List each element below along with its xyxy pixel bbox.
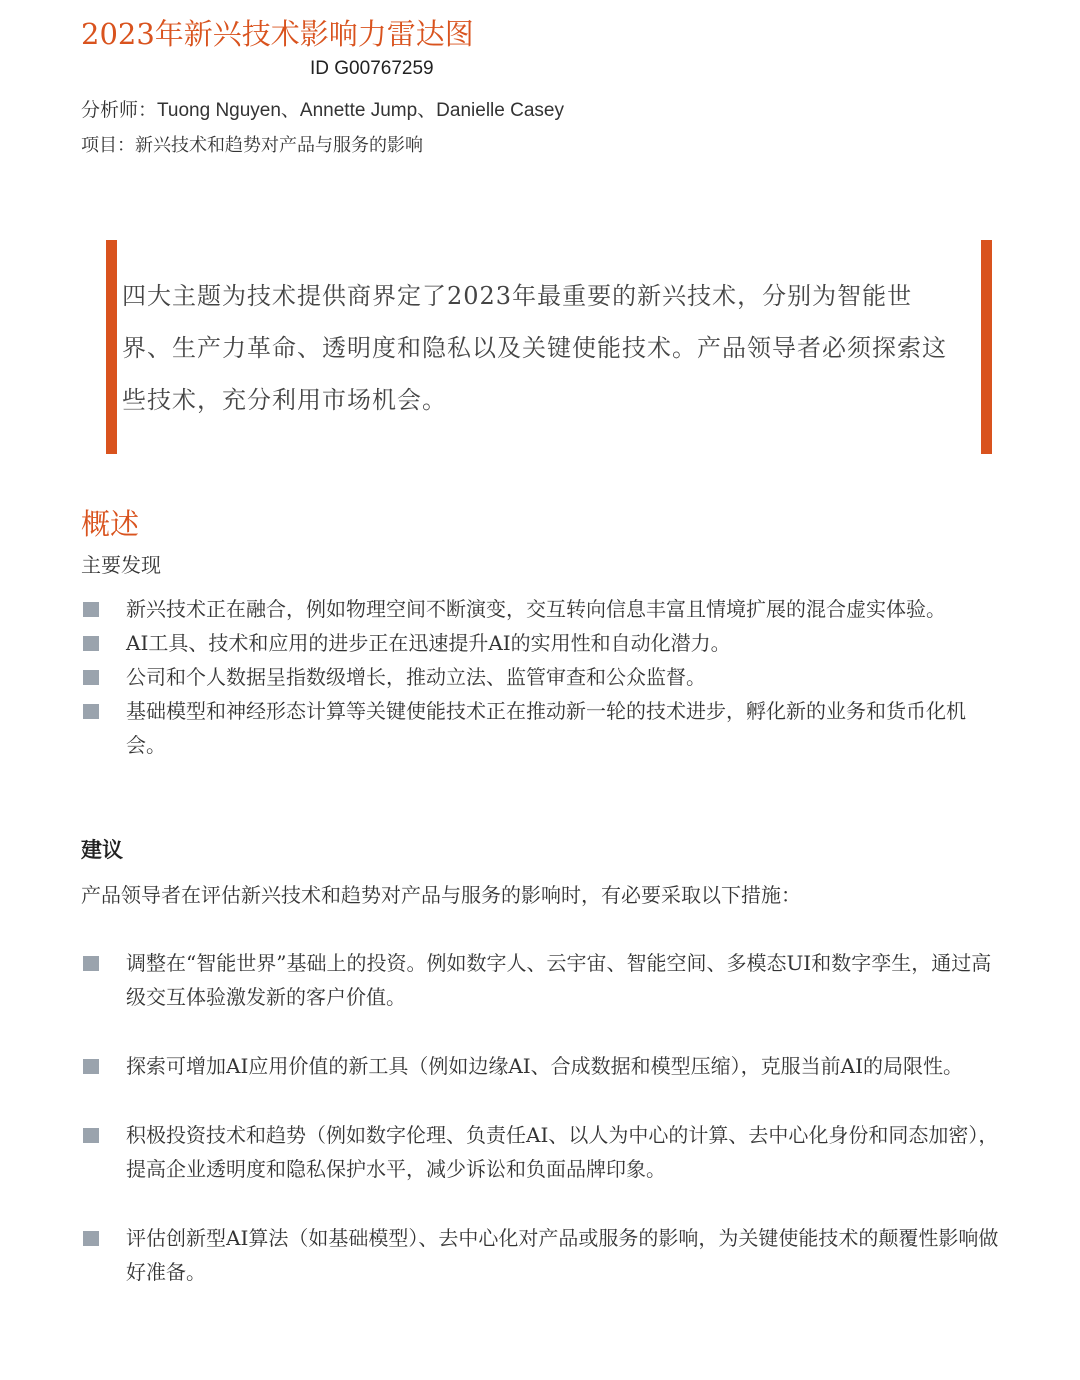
project-line: 项目：新兴技术和趋势对产品与服务的影响 [81, 135, 423, 156]
square-bullet-icon [83, 636, 99, 651]
list-item [81, 1049, 1001, 1083]
recommendations-intro: 产品领导者在评估新兴技术和趋势对产品与服务的影响时，有必要采取以下措施： [81, 883, 801, 907]
square-bullet-icon [83, 704, 99, 719]
finding-text: 基础模型和神经形态计算等关键使能技术正在推动新一轮的技术进步，孵化新的业务和货币化机会。 [126, 699, 966, 757]
findings-heading: 主要发现 [81, 553, 161, 577]
square-bullet-icon [83, 1231, 99, 1246]
page-title: 2023年新兴技术影响力雷达图 [81, 17, 474, 51]
list-item [81, 694, 1001, 762]
overview-title: 概述 [81, 507, 140, 541]
callout-text: 四大主题为技术提供商界定了2023年最重要的新兴技术，分别为智能世界、生产力革命、透明度和隐私以及关键使能技术。产品领导者必须探索这些技术，充分利用市场机会。 [122, 282, 947, 414]
findings-list [81, 592, 1001, 762]
recommendations-list [81, 946, 1001, 1324]
square-bullet-icon [83, 602, 99, 617]
finding-text: AI工具、技术和应用的进步正在迅速提升AI的实用性和自动化潜力。 [126, 631, 731, 655]
analysts-line: 分析师：Tuong Nguyen、Annette Jump、Danielle Casey [81, 100, 564, 121]
list-item [81, 1221, 1001, 1289]
list-item [81, 660, 1001, 694]
callout-left-bar [106, 240, 117, 454]
recommendation-text: 积极投资技术和趋势（例如数字伦理、负责任AI、以人为中心的计算、去中心化身份和同态加密），提高企业透明度和隐私保护水平，减少诉讼和负面品牌印象。 [126, 1123, 999, 1181]
recommendations-heading: 建议 [81, 838, 123, 862]
list-item [81, 592, 1001, 626]
recommendation-text: 探索可增加AI应用价值的新工具（例如边缘AI、合成数据和模型压缩），克服当前AI的局限性。 [126, 1054, 964, 1078]
finding-text: 新兴技术正在融合，例如物理空间不断演变，交互转向信息丰富且情境扩展的混合虚实体验。 [126, 597, 946, 621]
recommendation-text: 调整在“智能世界”基础上的投资。例如数字人、云宇宙、智能空间、多模态UI和数字孪生，通过高级交互体验激发新的客户价值。 [126, 951, 992, 1009]
list-item [81, 626, 1001, 660]
square-bullet-icon [83, 1128, 99, 1143]
square-bullet-icon [83, 956, 99, 971]
list-item [81, 1118, 1001, 1186]
callout-right-bar [981, 240, 992, 454]
summary-callout [106, 240, 992, 454]
list-item [81, 946, 1001, 1014]
document-id: ID G00767259 [310, 58, 434, 79]
recommendation-text: 评估创新型AI算法（如基础模型）、去中心化对产品或服务的影响，为关键使能技术的颠覆性影响做好准备。 [126, 1226, 999, 1284]
square-bullet-icon [83, 1059, 99, 1074]
square-bullet-icon [83, 670, 99, 685]
finding-text: 公司和个人数据呈指数级增长，推动立法、监管审查和公众监督。 [126, 665, 706, 689]
